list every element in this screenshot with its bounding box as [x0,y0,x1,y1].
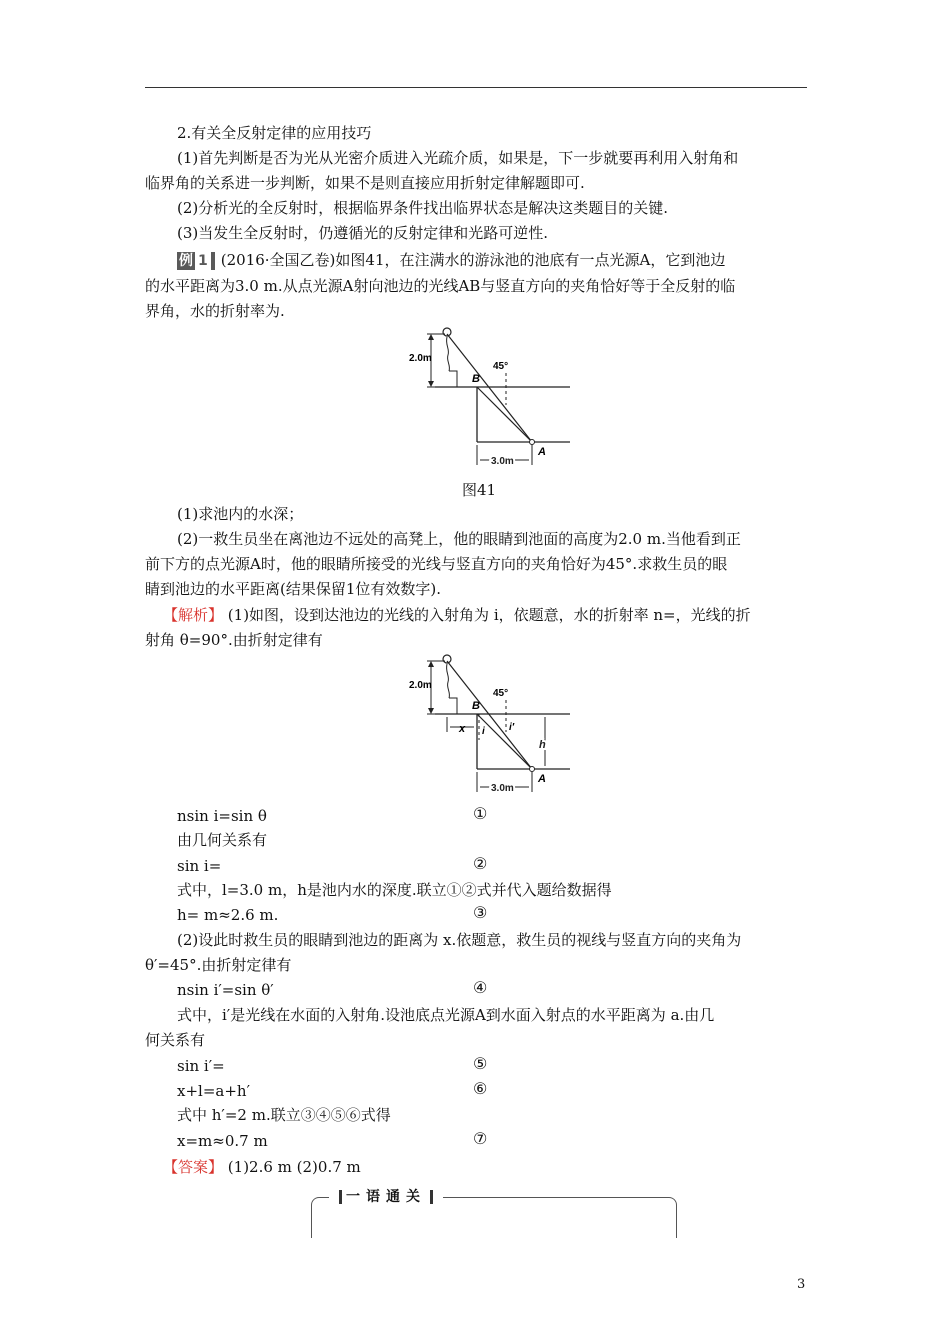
height-label: 2.0m [409,353,432,364]
point-a-label: A [538,773,546,785]
text-line: 前下方的点光源A时，他的眼睛所接受的光线与竖直方向的夹角恰好为45°.求救生员的眼 [145,555,728,573]
text-line: 由几何关系有 [177,831,268,849]
point-b-label: B [472,373,480,385]
analysis-label: 【解析】 [163,606,224,624]
width-label: 3.0m [491,456,514,467]
text-line: 式中，l=3.0 m，h是池内水的深度.联立①②式并代入题给数据得 [177,881,612,899]
width-label: 3.0m [491,783,514,794]
page-number: 3 [797,1277,806,1292]
summary-box-title: 一语通关 [329,1187,443,1207]
equation: nsin i=sin θ [177,807,267,825]
equation: x+l=a+h′ [177,1082,250,1100]
section-heading: 2.有关全反射定律的应用技巧 [177,124,372,142]
depth-label: h [539,739,546,751]
figure-caption: 图41 [462,481,497,499]
pool-diagram-annotated-figure [405,652,585,797]
text-line: 式中 h′=2 m.联立③④⑤⑥式得 [177,1106,391,1124]
text-line: (2)分析光的全反射时，根据临界条件找出临界状态是解决这类题目的关键. [177,199,669,217]
equation-number: ② [473,854,488,873]
summary-box [311,1187,677,1227]
text-line: 射角 θ=90°.由折射定律有 [145,631,323,649]
answer-line: 【答案】 (1)2.6 m (2)0.7 m [163,1158,361,1176]
text-line: (1)首先判断是否为光从光密介质进入光疏介质，如果是，下一步就要再利用入射角和 [177,149,739,167]
text-line: 式中，i′是光线在水面的入射角.设池底点光源A到水面入射点的水平距离为 a.由几 [177,1006,715,1024]
equation: h= m≈2.6 m. [177,906,279,924]
text-line: 睛到池边的水平距离(结果保留1位有效数字). [145,580,442,598]
i-prime-label: i′ [509,722,515,733]
equation-number: ④ [473,978,488,997]
height-label: 2.0m [409,680,432,691]
point-a-label: A [538,446,546,458]
angle-label: 45° [493,688,509,699]
text-line: θ′=45°.由折射定律有 [145,956,292,974]
equation-number: ⑥ [473,1079,488,1098]
pool-diagram-figure [405,325,585,470]
text-line: (3)当发生全反射时，仍遵循光的反射定律和光路可逆性. [177,224,549,242]
analysis-line: 【解析】 (1)如图，设到达池边的光线的入射角为 i，依题意，水的折射率 n=，光线的折 [163,606,751,624]
text-line: 的水平距离为3.0 m.从点光源A射向池边的光线AB与竖直方向的夹角恰好等于全反射的临 [145,277,736,295]
x-label: x [459,723,466,735]
text-line: 临界角的关系进一步判断，如果不是则直接应用折射定律解题即可. [145,174,585,192]
equation-number: ⑦ [473,1129,488,1148]
equation-number: ⑤ [473,1054,488,1073]
answer-label: 【答案】 [163,1158,224,1176]
equation-number: ① [473,804,488,823]
example-badge: 例 1 [177,252,215,270]
question-1: (1)求池内的水深； [177,505,304,523]
equation: nsin i′=sin θ′ [177,981,274,999]
text-line: (2)设此时救生员的眼睛到池边的距离为 x.依题意，救生员的视线与竖直方向的夹角为 [177,931,742,949]
text-line: 界角，水的折射率为. [145,302,285,320]
example-line: 例 1 (2016·全国乙卷)如图41，在注满水的游泳池的池底有一点光源A，它到池边 [179,251,726,269]
equation: x=m≈0.7 m [177,1132,268,1150]
equation-number: ③ [473,903,488,922]
i-label: i [482,726,485,737]
header-rule [145,87,807,88]
point-b-label: B [472,700,480,712]
equation: sin i= [177,857,222,875]
question-2: (2)一救生员坐在离池边不远处的高凳上，他的眼睛到池面的高度为2.0 m.当他看到正 [177,530,741,548]
equation: sin i′= [177,1057,225,1075]
angle-label: 45° [493,361,509,372]
text-line: 何关系有 [145,1031,206,1049]
